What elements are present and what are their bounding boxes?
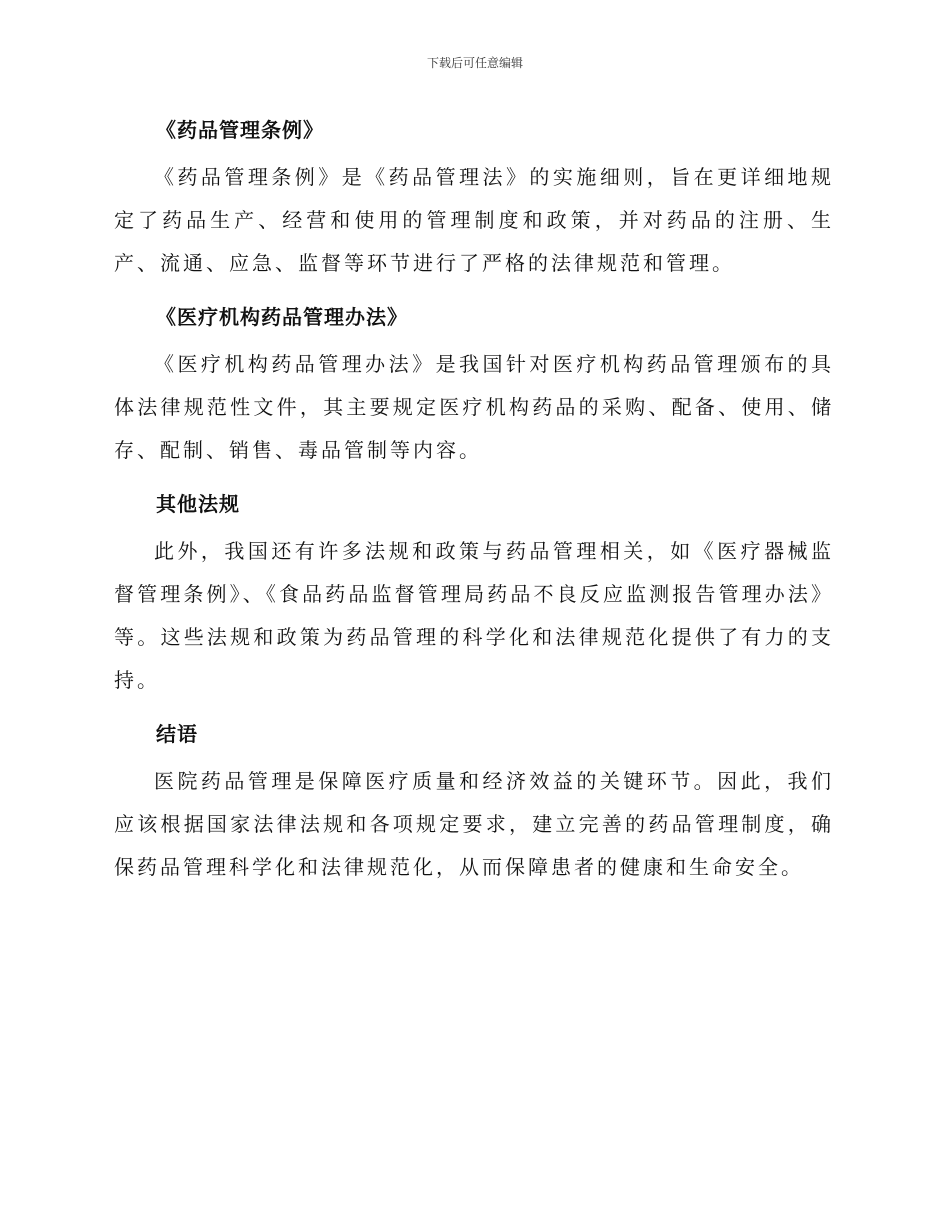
section-paragraph: 《药品管理条例》是《药品管理法》的实施细则，旨在更详细地规定了药品生产、经营和使用的管理制度和政策，并对药品的注册、生产、流通、应急、监督等环节进行了严格的法律规范和管理。: [114, 165, 834, 275]
section-paragraph: 医院药品管理是保障医疗质量和经济效益的关键环节。因此，我们应该根据国家法律法规和各项规定要求，建立完善的药品管理制度，确保药品管理科学化和法律规范化，从而保障患者的健康和生命安全。: [114, 769, 834, 879]
section-medical-institution-measures: [114, 297, 834, 472]
section-conclusion: [114, 714, 834, 889]
section-drug-regulations: [114, 110, 834, 285]
section-heading: 结语: [156, 722, 198, 746]
section-heading: 《医疗机构药品管理办法》: [156, 305, 408, 329]
section-heading: 其他法规: [156, 492, 240, 516]
section-heading: 《药品管理条例》: [156, 118, 324, 142]
section-paragraph: 《医疗机构药品管理办法》是我国针对医疗机构药品管理颁布的具体法律规范性文件，其主要规定医疗机构药品的采购、配备、使用、储存、配制、销售、毒品管制等内容。: [114, 352, 834, 462]
document-body: [114, 110, 834, 901]
page-header: 下载后可任意编辑: [426, 56, 523, 70]
section-other-regulations: [114, 484, 834, 702]
section-paragraph: 此外，我国还有许多法规和政策与药品管理相关，如《医疗器械监督管理条例》、《食品药品监督管理局药品不良反应监测报告管理办法》等。这些法规和政策为药品管理的科学化和法律规范化提供了有力的支持。: [114, 539, 834, 692]
